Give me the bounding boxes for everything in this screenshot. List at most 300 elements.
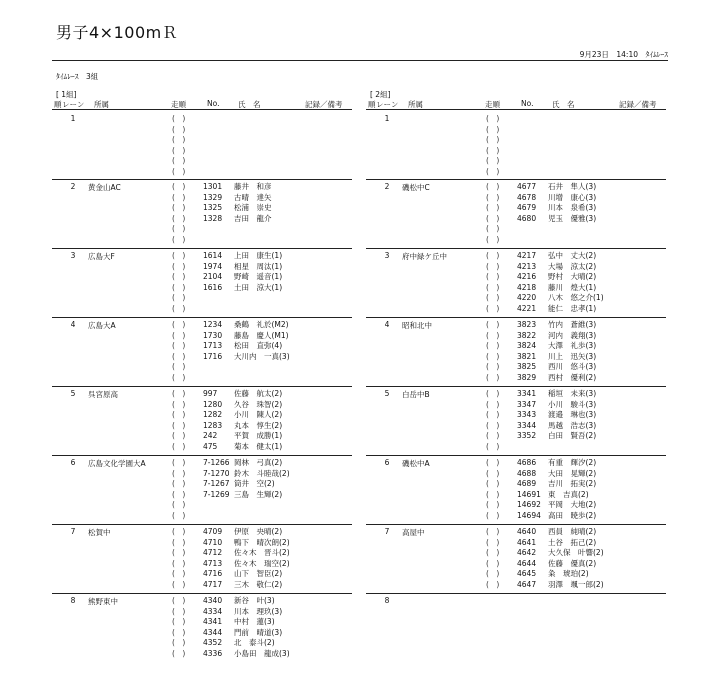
athlete-name: 八木 悠之介(1) [548, 293, 604, 302]
runner-order-slot: ( ) [172, 362, 186, 371]
runner-order-slot: ( ) [486, 431, 500, 440]
athlete-number: 4213 [517, 261, 537, 271]
athlete-number: 1716 [203, 351, 223, 361]
athlete-number: 4641 [517, 537, 537, 547]
runner-order-slot: ( ) [172, 272, 186, 281]
athlete-number: 1301 [203, 182, 223, 191]
athlete-name: 野村 大晴(2) [548, 272, 597, 281]
header-record: 記録／備考 [619, 100, 657, 109]
lane-divider [366, 248, 666, 249]
athlete-number: 4352 [203, 638, 223, 647]
athlete-name: 野崎 遥音(1) [234, 272, 283, 281]
runner-order-slot: ( ) [172, 500, 186, 509]
athlete-number: 4686 [517, 458, 537, 467]
team-name: 呉宮原高 [88, 390, 118, 399]
athlete-name: 藤川 煌大(1) [548, 282, 597, 292]
athlete-number: 4218 [517, 282, 537, 292]
athlete-name: 佐々木 晋斗(2) [234, 548, 290, 557]
group-2-table [366, 89, 666, 669]
team-name: 白岳中B [402, 390, 430, 399]
athlete-name: 上田 康生(1) [234, 251, 283, 260]
runner-order-slot: ( ) [172, 527, 186, 536]
athlete-name: 平賀 成勝(1) [234, 431, 283, 440]
runner-order-slot: ( ) [172, 431, 186, 440]
athlete-name: 新谷 叶(3) [234, 596, 275, 605]
lane-divider [52, 248, 352, 249]
header-lane: レーン [62, 100, 85, 109]
athlete-name: 吉田 龍介 [234, 213, 272, 223]
runner-order-slot: ( ) [486, 192, 500, 202]
lane-row [52, 455, 352, 524]
athlete-name: 西員 純晴(2) [548, 527, 597, 536]
team-name: 熊野東中 [88, 597, 118, 606]
runner-order-slot: ( ) [486, 500, 500, 509]
runner-order-slot: ( ) [486, 261, 500, 271]
athlete-number: 4640 [517, 527, 537, 536]
athlete-number: 4336 [203, 648, 223, 658]
runner-order-slot: ( ) [486, 182, 500, 191]
runner-order-slot: ( ) [172, 579, 186, 589]
athlete-name: 河内 義翔(3) [548, 330, 597, 340]
athlete-number: 4709 [203, 527, 223, 536]
athlete-name: 鴨下 晴次朗(2) [234, 537, 290, 547]
runner-order-slot: ( ) [172, 351, 186, 361]
runner-order-slot: ( ) [172, 420, 186, 430]
athlete-number: 4647 [517, 579, 537, 589]
athlete-number: 7-1267 [203, 479, 230, 488]
athlete-name: 川本 泉希(3) [548, 203, 597, 212]
header-number: No. [521, 99, 534, 108]
lane-number: 6 [384, 458, 390, 467]
runner-order-slot: ( ) [172, 510, 186, 520]
team-name: 松賀中 [88, 528, 111, 537]
runner-order-slot: ( ) [172, 282, 186, 292]
header-record: 記録／備考 [305, 100, 343, 109]
lane-divider [52, 593, 352, 594]
runner-order-slot: ( ) [172, 399, 186, 409]
athlete-name: 吉川 拓実(2) [548, 479, 597, 488]
lane-number: 5 [70, 389, 76, 398]
runner-order-slot: ( ) [172, 468, 186, 478]
athlete-name: 小川 駿斗(3) [548, 399, 597, 409]
athlete-number: 7-1266 [203, 458, 230, 467]
column-header-row [366, 99, 666, 110]
lane-divider [52, 386, 352, 387]
runner-order-slot: ( ) [172, 569, 186, 578]
athlete-number: 7-1270 [203, 468, 230, 478]
runner-order-slot: ( ) [486, 489, 500, 499]
runner-order-slot: ( ) [486, 203, 500, 212]
runner-order-slot: ( ) [172, 303, 186, 313]
runner-order-slot: ( ) [172, 596, 186, 605]
athlete-name: 大川内 一真(3) [234, 351, 290, 361]
athlete-name: 弘中 丈大(2) [548, 251, 597, 260]
athlete-name: 東 吉真(2) [548, 489, 589, 499]
runner-order-slot: ( ) [486, 579, 500, 589]
runner-order-slot: ( ) [172, 213, 186, 223]
runner-order-slot: ( ) [172, 479, 186, 488]
lane-row [52, 524, 352, 593]
athlete-name: 西村 優利(2) [548, 372, 597, 382]
athlete-name: 能仁 忠孝(1) [548, 303, 597, 313]
runner-order-slot: ( ) [172, 441, 186, 451]
athlete-number: 1325 [203, 203, 223, 212]
lane-number: 1 [384, 114, 390, 123]
athlete-name: 鈴木 斗睦哉(2) [234, 468, 290, 478]
athlete-number: 3825 [517, 362, 537, 371]
athlete-number: 1974 [203, 261, 223, 271]
athlete-number: 4680 [517, 213, 537, 223]
lane-row [52, 317, 352, 386]
athlete-name: 石井 隼人(3) [548, 182, 597, 191]
athlete-name: 大久保 叶響(2) [548, 548, 604, 557]
runner-order-slot: ( ) [172, 389, 186, 398]
runner-order-slot: ( ) [486, 341, 500, 350]
athlete-name: 渡邉 琳也(3) [548, 410, 597, 419]
athlete-name: 大澤 礼歩(3) [548, 341, 597, 350]
lane-row [366, 524, 666, 593]
lane-number: 7 [384, 527, 390, 536]
runner-order-slot: ( ) [172, 489, 186, 499]
athlete-number: 1283 [203, 420, 223, 430]
runner-order-slot: ( ) [172, 341, 186, 350]
page-title: 男子4×100mＲ [56, 23, 179, 42]
lane-row [52, 111, 352, 179]
lane-row [366, 317, 666, 386]
athlete-number: 1280 [203, 399, 223, 409]
athlete-name: 筒井 空(2) [234, 479, 275, 488]
athlete-number: 4216 [517, 272, 537, 281]
runner-order-slot: ( ) [172, 537, 186, 547]
athlete-name: 古晴 達矢 [234, 192, 272, 202]
athlete-name: 佐藤 優真(2) [548, 558, 597, 568]
athlete-number: 4220 [517, 293, 537, 302]
athlete-number: 4334 [203, 606, 223, 616]
athlete-number: 7-1269 [203, 489, 230, 499]
athlete-number: 14692 [517, 500, 541, 509]
athlete-name: 佐藤 航太(2) [234, 389, 283, 398]
lane-row [366, 386, 666, 455]
athlete-number: 1328 [203, 213, 223, 223]
athlete-number: 1730 [203, 330, 223, 340]
athlete-number: 3344 [517, 420, 537, 430]
lane-number: 8 [384, 596, 390, 605]
runner-order-slot: ( ) [172, 638, 186, 647]
runner-order-slot: ( ) [486, 114, 500, 123]
group-label: [ 1組] [56, 90, 77, 99]
runner-order-slot: ( ) [486, 389, 500, 398]
runner-order-slot: ( ) [486, 479, 500, 488]
lane-divider [52, 179, 352, 180]
athlete-name: 久谷 珠智(2) [234, 399, 283, 409]
lane-row [52, 179, 352, 248]
athlete-name: 竹内 蒼維(3) [548, 320, 597, 329]
runner-order-slot: ( ) [486, 135, 500, 144]
runner-order-slot: ( ) [172, 548, 186, 557]
lane-divider [52, 317, 352, 318]
runner-order-slot: ( ) [486, 458, 500, 467]
athlete-name: 三島 生輝(2) [234, 489, 283, 499]
race-type: ﾀｲﾑﾚｰｽ 3組 [56, 72, 99, 81]
runner-order-slot: ( ) [486, 303, 500, 313]
runner-order-slot: ( ) [486, 145, 500, 155]
runner-order-slot: ( ) [486, 548, 500, 557]
header-lane: レーン [376, 100, 399, 109]
athlete-number: 242 [203, 431, 218, 440]
athlete-number: 3823 [517, 320, 537, 329]
athlete-name: 中村 蓮(3) [234, 617, 275, 626]
header-number: No. [207, 99, 220, 108]
team-name: 広島大F [88, 252, 115, 261]
athlete-number: 1616 [203, 282, 223, 292]
athlete-number: 4679 [517, 203, 537, 212]
lane-row [52, 248, 352, 317]
athlete-name: 藤島 慶人(M1) [234, 330, 289, 340]
runner-order-slot: ( ) [486, 293, 500, 302]
lane-number: 5 [384, 389, 390, 398]
athlete-number: 4644 [517, 558, 537, 568]
runner-order-slot: ( ) [172, 192, 186, 202]
lane-divider [366, 593, 666, 594]
lane-row [366, 111, 666, 179]
runner-order-slot: ( ) [172, 606, 186, 616]
athlete-number: 1713 [203, 341, 223, 350]
athlete-name: 伊原 央晴(2) [234, 527, 283, 536]
athlete-name: 土田 涼大(1) [234, 282, 283, 292]
athlete-number: 4713 [203, 558, 223, 568]
runner-order-slot: ( ) [486, 362, 500, 371]
lane-row [366, 248, 666, 317]
runner-order-slot: ( ) [486, 251, 500, 260]
runner-order-slot: ( ) [486, 468, 500, 478]
runner-order-slot: ( ) [172, 330, 186, 340]
team-name: 黄金山AC [88, 183, 121, 192]
runner-order-slot: ( ) [486, 272, 500, 281]
athlete-number: 1234 [203, 320, 223, 329]
column-header-row [52, 99, 352, 110]
athlete-name: 藤井 和彦 [234, 182, 272, 191]
header-order: 順 [54, 100, 62, 109]
runner-order-slot: ( ) [172, 114, 186, 123]
athlete-number: 3821 [517, 351, 537, 361]
lane-number: 3 [70, 251, 76, 260]
runner-order-slot: ( ) [486, 410, 500, 419]
runner-order-slot: ( ) [486, 420, 500, 430]
athlete-name: 粂 琥珀(2) [548, 569, 589, 578]
lane-number: 3 [384, 251, 390, 260]
athlete-name: 羽澤 颯一郎(2) [548, 579, 604, 589]
runner-order-slot: ( ) [486, 234, 500, 244]
athlete-name: 山下 智臣(2) [234, 569, 283, 578]
lane-row [366, 593, 666, 663]
athlete-number: 14694 [517, 510, 541, 520]
runner-order-slot: ( ) [486, 569, 500, 578]
athlete-number: 4716 [203, 569, 223, 578]
athlete-name: 佐々木 瑞空(2) [234, 558, 290, 568]
lane-row [366, 455, 666, 524]
athlete-name: 小島田 龍成(3) [234, 648, 290, 658]
runner-order-slot: ( ) [486, 124, 500, 134]
athlete-number: 4712 [203, 548, 223, 557]
athlete-name: 門前 晴道(3) [234, 627, 283, 637]
athlete-number: 3341 [517, 389, 537, 398]
runner-order-slot: ( ) [172, 648, 186, 658]
group-label: [ 2組] [370, 90, 391, 99]
runner-order-slot: ( ) [172, 251, 186, 260]
lane-divider [366, 386, 666, 387]
event-datetime: 9月23日 14:10 ﾀｲﾑﾚｰｽ [579, 50, 668, 59]
athlete-number: 4688 [517, 468, 537, 478]
athlete-name: 桑鶴 礼於(M2) [234, 320, 289, 329]
athlete-number: 4717 [203, 579, 223, 589]
athlete-name: 菊本 健太(1) [234, 441, 283, 451]
athlete-name: 北 泰斗(2) [234, 638, 275, 647]
runner-order-slot: ( ) [172, 372, 186, 382]
runner-order-slot: ( ) [172, 320, 186, 329]
runner-order-slot: ( ) [172, 182, 186, 191]
athlete-number: 3343 [517, 410, 537, 419]
athlete-name: 土谷 拓己(2) [548, 537, 597, 547]
athlete-name: 川增 康心(3) [548, 192, 597, 202]
athlete-number: 4645 [517, 569, 537, 578]
athlete-name: 平岡 大地(2) [548, 500, 597, 509]
lane-divider [52, 455, 352, 456]
athlete-number: 3352 [517, 431, 537, 440]
team-name: 磯松中C [402, 183, 430, 192]
athlete-number: 3822 [517, 330, 537, 340]
runner-order-slot: ( ) [486, 213, 500, 223]
runner-order-slot: ( ) [172, 124, 186, 134]
athlete-name: 丸本 惇生(2) [234, 420, 283, 430]
header-runner-order: 走順 [171, 100, 186, 109]
lane-number: 6 [70, 458, 76, 467]
athlete-name: 小川 陳人(2) [234, 410, 283, 419]
runner-order-slot: ( ) [172, 617, 186, 626]
athlete-name: 岡林 弓真(2) [234, 458, 283, 467]
athlete-name: 松浦 崇史 [234, 203, 272, 212]
runner-order-slot: ( ) [172, 410, 186, 419]
header-affiliation: 所属 [408, 100, 423, 109]
athlete-number: 3829 [517, 372, 537, 382]
runner-order-slot: ( ) [486, 351, 500, 361]
team-name: 昭和北中 [402, 321, 432, 330]
runner-order-slot: ( ) [486, 330, 500, 340]
lane-divider [366, 524, 666, 525]
lane-number: 7 [70, 527, 76, 536]
athlete-number: 1282 [203, 410, 223, 419]
athlete-number: 3824 [517, 341, 537, 350]
runner-order-slot: ( ) [486, 320, 500, 329]
athlete-number: 4677 [517, 182, 537, 191]
athlete-name: 有重 輝汐(2) [548, 458, 597, 467]
athlete-name: 西川 悠斗(3) [548, 362, 597, 371]
lane-number: 2 [384, 182, 390, 191]
team-name: 高屋中 [402, 528, 425, 537]
runner-order-slot: ( ) [172, 224, 186, 233]
lane-number: 4 [70, 320, 76, 329]
team-name: 府中緑ケ丘中 [402, 252, 447, 261]
athlete-name: 松田 直弥(4) [234, 341, 283, 350]
athlete-number: 4710 [203, 537, 223, 547]
runner-order-slot: ( ) [172, 293, 186, 302]
lane-row [52, 386, 352, 455]
athlete-name: 大田 晃輝(2) [548, 468, 597, 478]
runner-order-slot: ( ) [486, 510, 500, 520]
runner-order-slot: ( ) [172, 135, 186, 144]
lane-number: 4 [384, 320, 390, 329]
runner-order-slot: ( ) [172, 156, 186, 165]
runner-order-slot: ( ) [172, 145, 186, 155]
athlete-number: 4344 [203, 627, 223, 637]
athlete-number: 4341 [203, 617, 223, 626]
athlete-name: 川上 迅矢(3) [548, 351, 597, 361]
athlete-name: 三木 敬仁(2) [234, 579, 283, 589]
team-name: 広島文化学園大A [88, 459, 146, 468]
athlete-name: 大場 涼太(2) [548, 261, 597, 271]
lane-row [366, 179, 666, 248]
runner-order-slot: ( ) [486, 166, 500, 176]
header-affiliation: 所属 [94, 100, 109, 109]
runner-order-slot: ( ) [172, 203, 186, 212]
lane-divider [366, 317, 666, 318]
athlete-name: 高田 暁歩(2) [548, 510, 597, 520]
athlete-number: 475 [203, 441, 218, 451]
group-1-table [52, 89, 352, 669]
runner-order-slot: ( ) [486, 224, 500, 233]
athlete-name: 馬越 浩志(3) [548, 420, 597, 430]
athlete-name: 児玉 優雅(3) [548, 213, 597, 223]
lane-number: 1 [70, 114, 76, 123]
title-divider [52, 60, 668, 61]
header-order: 順 [368, 100, 376, 109]
athlete-number: 3347 [517, 399, 537, 409]
runner-order-slot: ( ) [486, 399, 500, 409]
runner-order-slot: ( ) [486, 558, 500, 568]
runner-order-slot: ( ) [486, 282, 500, 292]
athlete-number: 4642 [517, 548, 537, 557]
lane-divider [366, 455, 666, 456]
header-runner-order: 走順 [485, 100, 500, 109]
runner-order-slot: ( ) [486, 156, 500, 165]
lane-divider [366, 179, 666, 180]
team-name: 広島大A [88, 321, 116, 330]
lane-row [52, 593, 352, 663]
runner-order-slot: ( ) [486, 537, 500, 547]
athlete-name: 川本 理玖(3) [234, 606, 283, 616]
header-name: 氏 名 [552, 100, 575, 109]
athlete-number: 4217 [517, 251, 537, 260]
runner-order-slot: ( ) [172, 627, 186, 637]
runner-order-slot: ( ) [486, 441, 500, 451]
runner-order-slot: ( ) [172, 558, 186, 568]
runner-order-slot: ( ) [172, 234, 186, 244]
athlete-name: 稲垣 未来(3) [548, 389, 597, 398]
runner-order-slot: ( ) [172, 166, 186, 176]
athlete-number: 997 [203, 389, 218, 398]
athlete-name: 相星 周汰(1) [234, 261, 283, 271]
athlete-number: 4340 [203, 596, 223, 605]
runner-order-slot: ( ) [486, 372, 500, 382]
lane-number: 8 [70, 596, 76, 605]
athlete-name: 白田 賢吾(2) [548, 431, 597, 440]
runner-order-slot: ( ) [172, 261, 186, 271]
athlete-number: 14691 [517, 489, 541, 499]
athlete-number: 1329 [203, 192, 223, 202]
header-name: 氏 名 [238, 100, 261, 109]
team-name: 磯松中A [402, 459, 430, 468]
athlete-number: 4689 [517, 479, 537, 488]
lane-divider [52, 524, 352, 525]
